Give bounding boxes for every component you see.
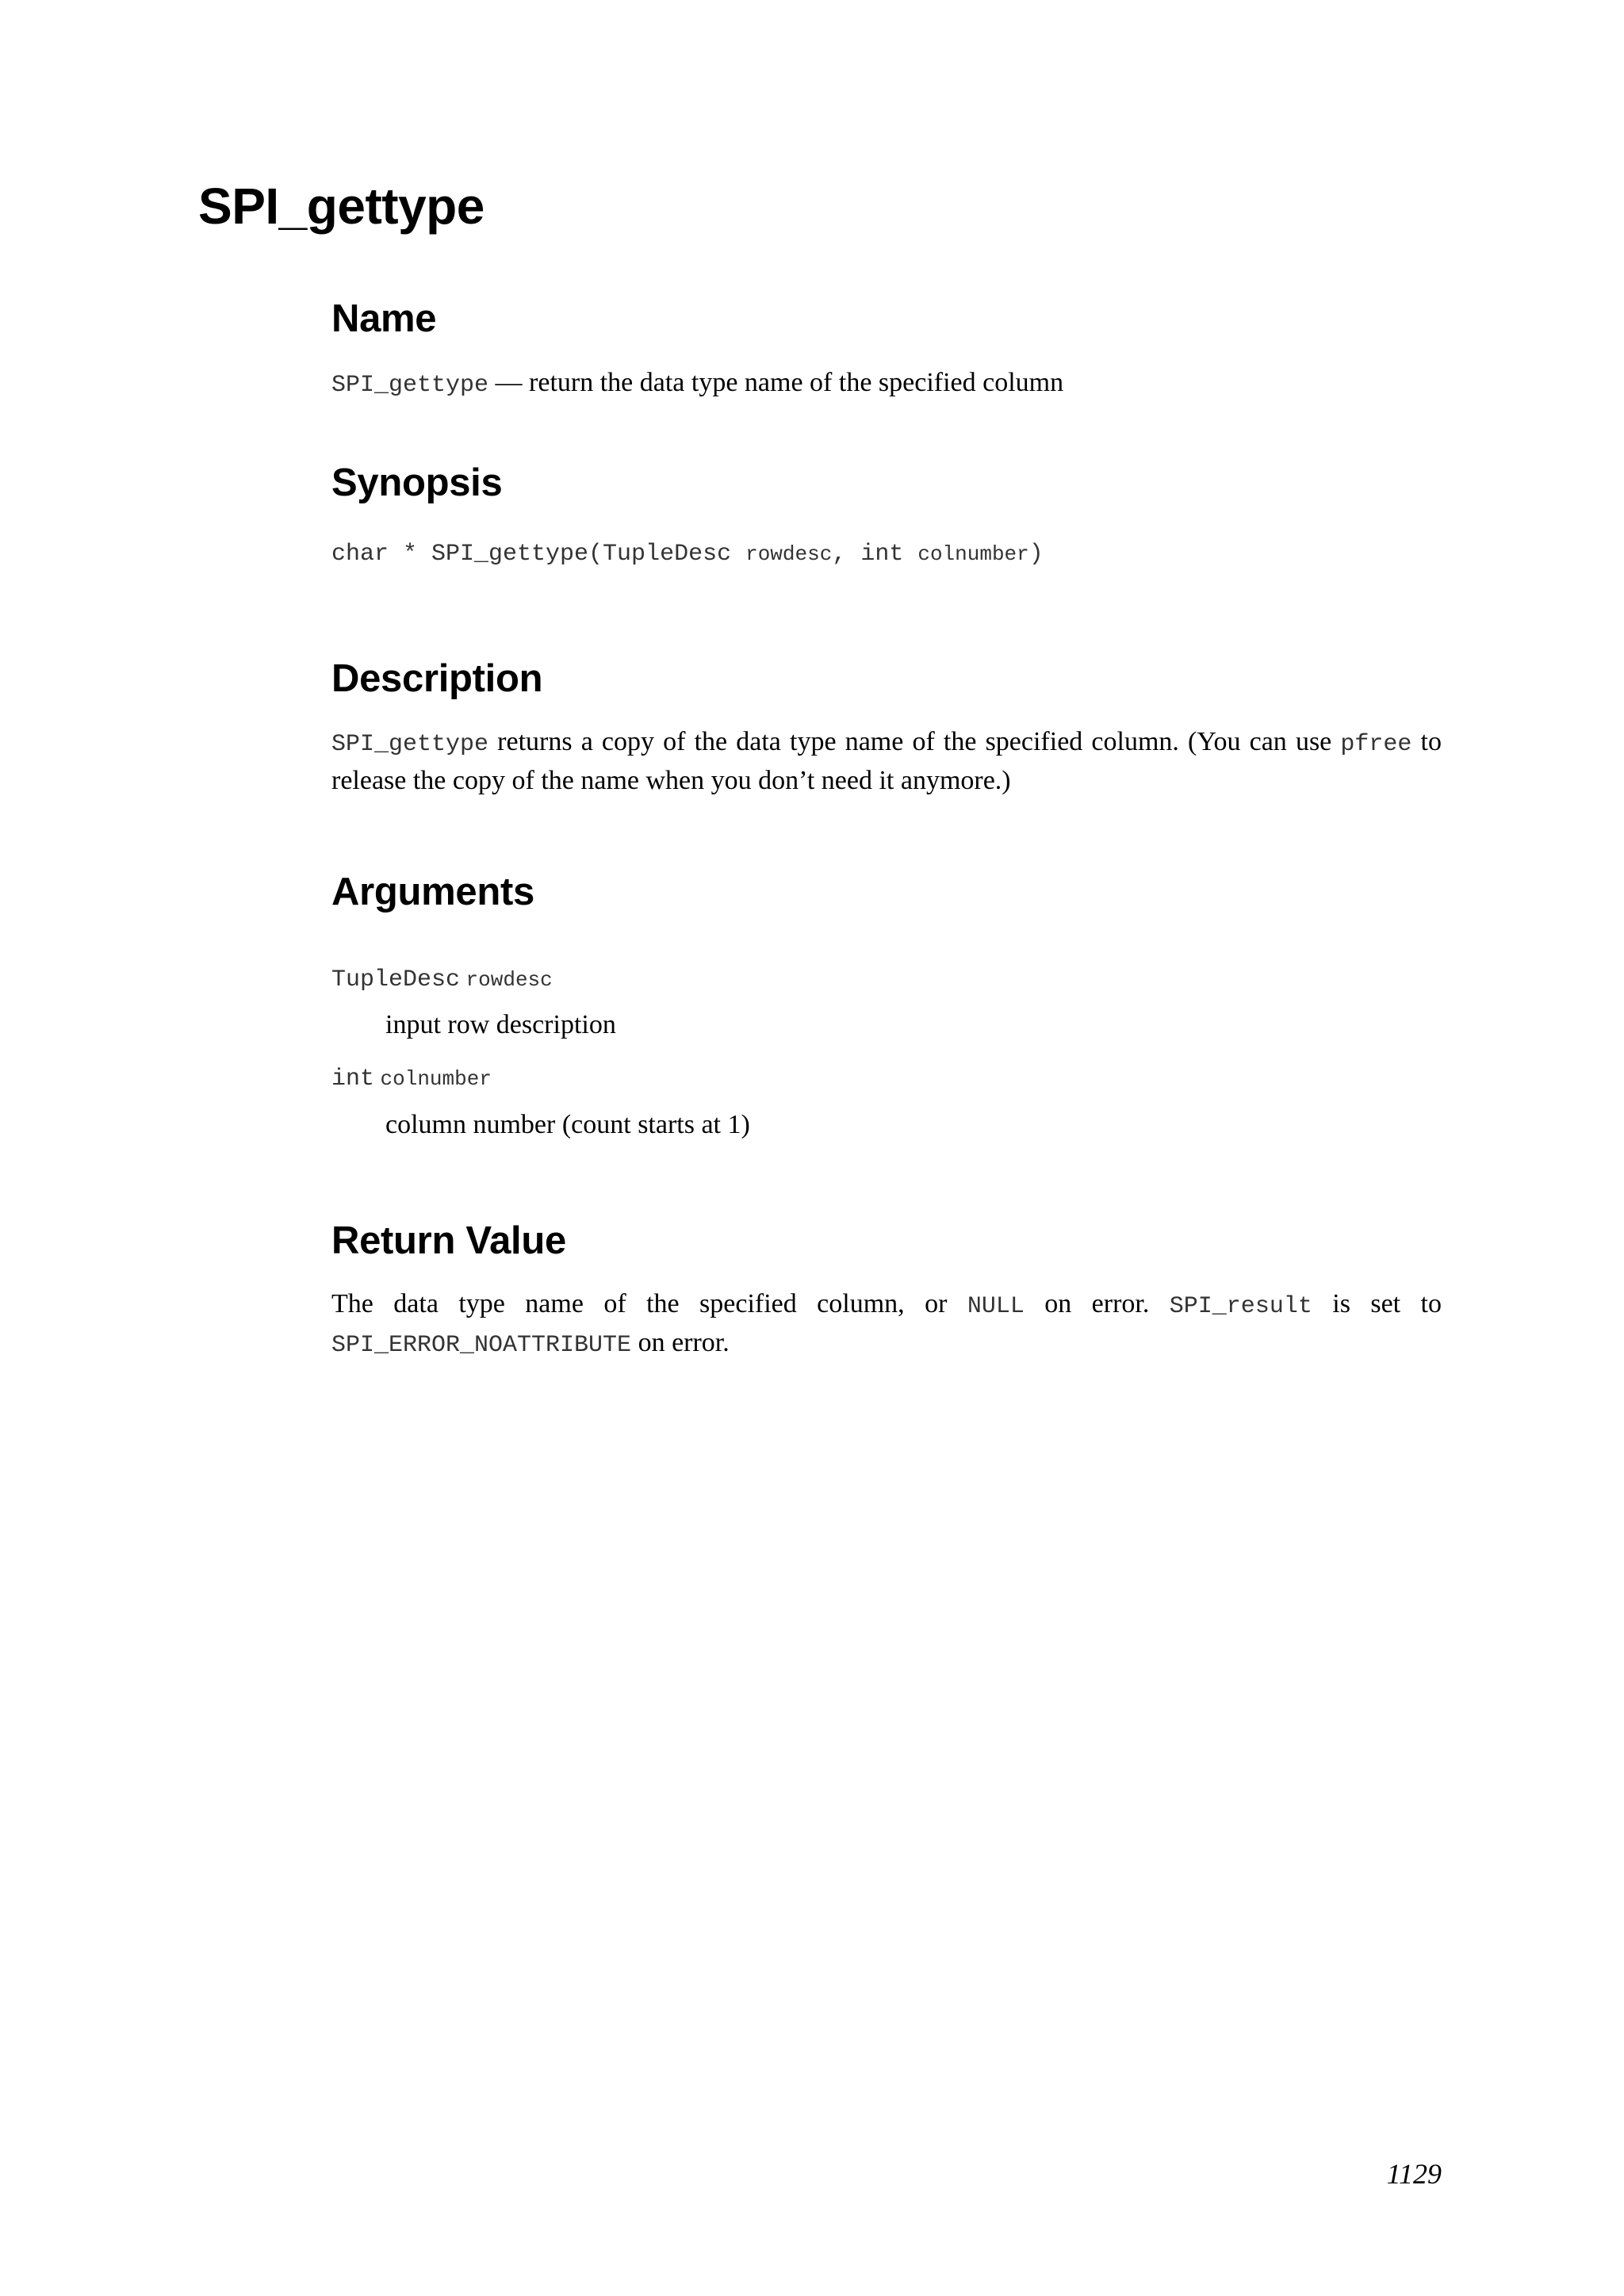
- return-text-4: on error.: [631, 1328, 730, 1357]
- synopsis-param-colnumber: colnumber: [917, 542, 1029, 566]
- argument-type: int: [331, 1066, 375, 1093]
- synopsis-code-mid: , int: [832, 541, 918, 568]
- return-text-3: is set to: [1312, 1289, 1442, 1318]
- description-heading: Description: [331, 657, 543, 700]
- argument-term: [331, 1062, 492, 1095]
- return-spi-result-code: SPI_result: [1169, 1293, 1312, 1320]
- return-text-2: on error.: [1024, 1289, 1170, 1318]
- argument-name: rowdesc: [465, 968, 553, 992]
- return-error-code: SPI_ERROR_NOATTRIBUTE: [331, 1332, 632, 1359]
- argument-name: colnumber: [380, 1067, 492, 1091]
- description-text-1: returns a copy of the data type name of the specified column. (You can use: [488, 727, 1341, 756]
- argument-description: column number (count starts at 1): [385, 1110, 750, 1139]
- name-heading: Name: [331, 297, 437, 340]
- synopsis-heading: Synopsis: [331, 461, 503, 504]
- argument-type: TupleDesc: [331, 966, 461, 993]
- argument-description: input row description: [385, 1010, 616, 1039]
- synopsis-code-pre: char * SPI_gettype(TupleDesc: [331, 541, 746, 568]
- synopsis-code-post: ): [1028, 541, 1044, 568]
- synopsis-code: [331, 536, 1442, 570]
- description-text-2: to release the copy of the name when you don’t need it anymore.): [331, 727, 1442, 795]
- argument-term: [331, 962, 553, 996]
- description-paragraph: [331, 724, 1442, 799]
- return-null-code: NULL: [967, 1293, 1025, 1320]
- description-pfree-code: pfree: [1340, 731, 1412, 758]
- name-summary: — return the data type name of the specified column: [488, 368, 1064, 397]
- return-value-paragraph: [331, 1286, 1442, 1364]
- description-func-code: SPI_gettype: [331, 731, 489, 758]
- name-func-code: SPI_gettype: [331, 372, 489, 399]
- return-value-heading: Return Value: [331, 1219, 566, 1262]
- synopsis-param-rowdesc: rowdesc: [745, 542, 833, 566]
- return-text-1: The data type name of the specified column, or: [331, 1289, 967, 1318]
- arguments-heading: Arguments: [331, 871, 534, 913]
- page-number: 1129: [1386, 2158, 1442, 2190]
- page-title: SPI_gettype: [198, 178, 485, 235]
- name-paragraph: [331, 365, 1442, 404]
